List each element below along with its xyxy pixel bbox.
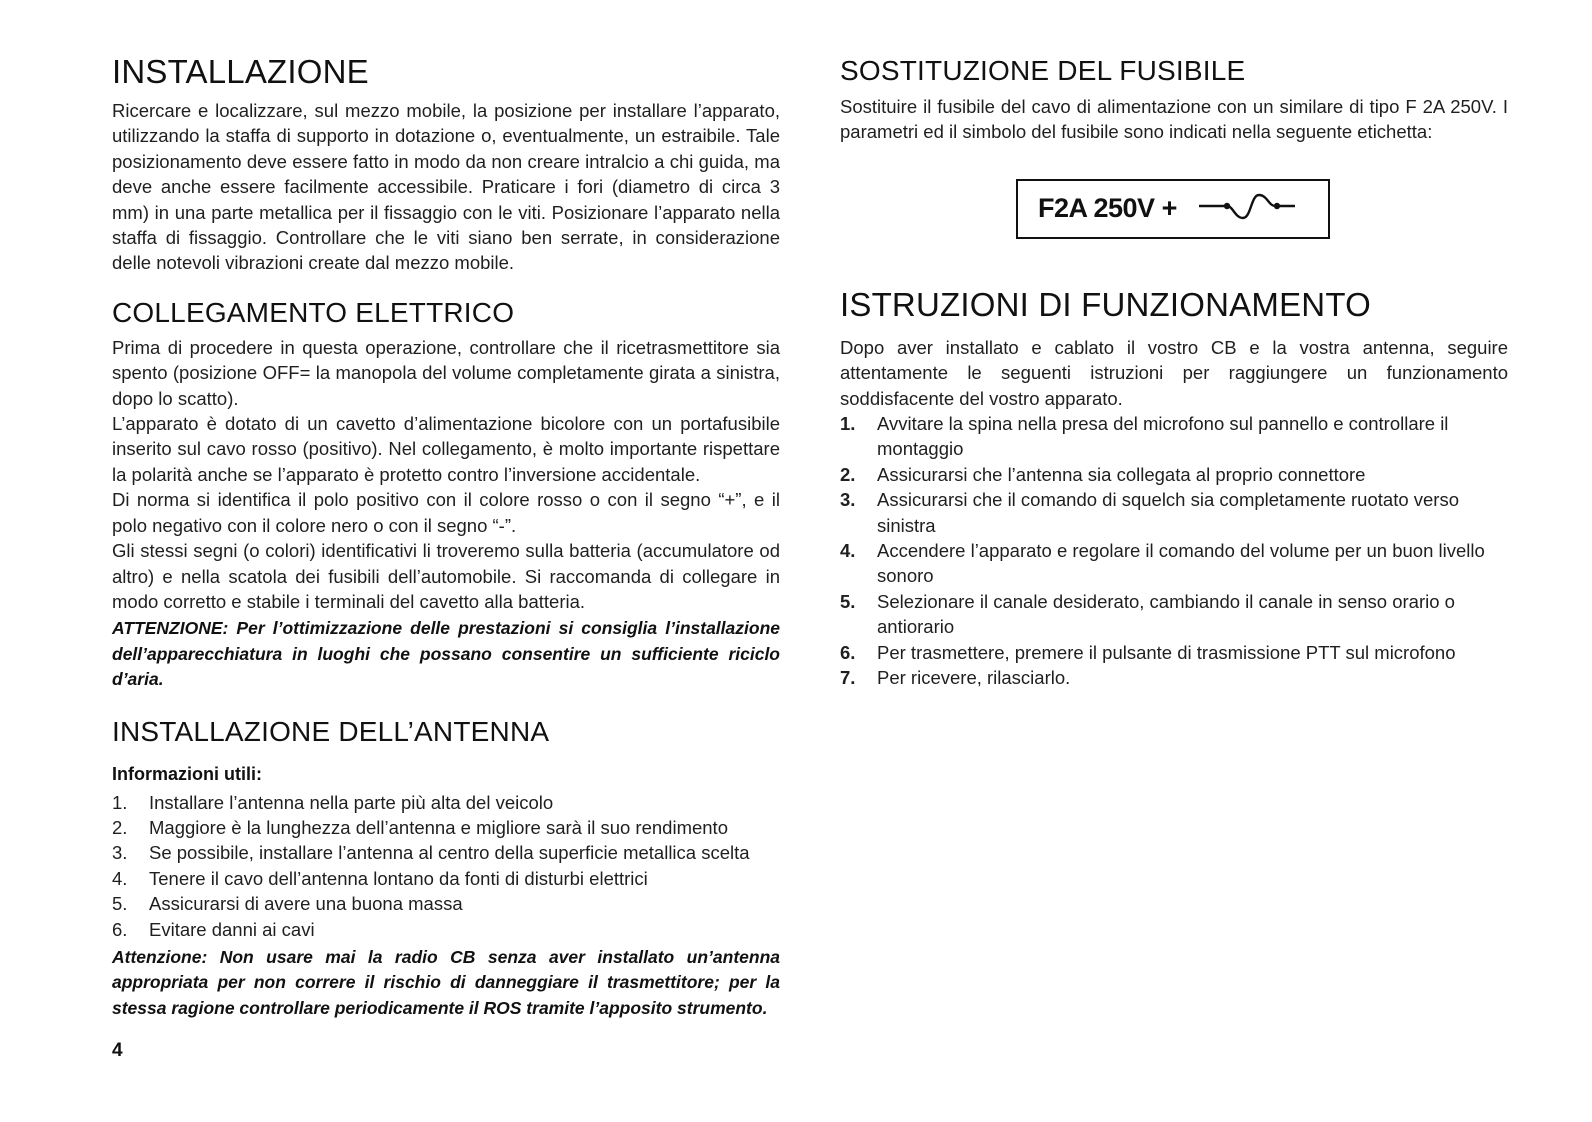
list-item-number: 1. — [112, 791, 128, 813]
list-item-number: 6. — [112, 918, 128, 940]
section-collegamento-elettrico — [112, 296, 780, 693]
list-item — [112, 866, 780, 891]
list-item-number: 7. — [840, 667, 856, 689]
fuse-label-box — [1016, 179, 1330, 239]
section-istruzioni-funzionamento — [840, 285, 1508, 691]
list-item-text: Per trasmettere, premere il pulsante di trasmissione PTT sul microfono — [877, 641, 1456, 663]
list-item-number: 3. — [840, 489, 856, 511]
list-item-text: Assicurarsi che l’antenna sia collegata al proprio connettore — [877, 463, 1366, 485]
istruzioni-body: Dopo aver installato e cablato il vostro CB e la vostra antenna, seguire attentamente le seguenti istruzioni per raggiungere un funzionamento soddisfacente del vostro apparato. — [840, 336, 1508, 409]
list-item-text: Maggiore è la lunghezza dell’antenna e migliore sarà il suo rendimento — [149, 816, 728, 838]
list-item-text: Se possibile, installare l’antenna al centro della superficie metallica scelta — [149, 842, 750, 864]
heading-installazione-antenna: INSTALLAZIONE DELL’ANTENNA — [112, 715, 550, 747]
list-item — [840, 665, 1508, 690]
collegamento-paragraph-3: Di norma si identifica il polo positivo con il colore rosso o con il segno “+”, e il polo negativo con il colore nero o con il segno “-”. — [112, 489, 780, 536]
list-item — [840, 640, 1508, 665]
list-item — [112, 815, 780, 840]
list-item — [840, 462, 1508, 487]
list-item-number: 4. — [112, 867, 128, 889]
list-item-number: 2. — [840, 463, 856, 485]
section-installazione — [112, 52, 780, 276]
list-item-text: Installare l’antenna nella parte più alta del veicolo — [149, 791, 554, 813]
list-item-text: Assicurarsi che il comando di squelch sia completamente ruotato verso sinistra — [877, 489, 1460, 536]
antenna-subtitle: Informazioni utili: — [112, 763, 262, 784]
list-item — [840, 411, 1508, 462]
right-column — [840, 52, 1508, 691]
list-item-text: Per ricevere, rilasciarlo. — [877, 667, 1071, 689]
list-item — [840, 538, 1508, 589]
collegamento-paragraph-1: Prima di procedere in questa operazione, controllare che il ricetrasmettitore sia spento (posizione OFF= la manopola del volume completamente girata a sinistra, dopo lo scatto). — [112, 336, 780, 409]
heading-installazione: INSTALLAZIONE — [112, 53, 369, 90]
heading-istruzioni-funzionamento: ISTRUZIONI DI FUNZIONAMENTO — [840, 285, 1371, 323]
list-item-text: Assicurarsi di avere una buona massa — [149, 893, 463, 915]
list-item-number: 2. — [112, 816, 128, 838]
list-item — [112, 891, 780, 916]
heading-collegamento-elettrico: COLLEGAMENTO ELETTRICO — [112, 296, 515, 328]
list-item — [112, 917, 780, 942]
antenna-tips-list — [112, 790, 780, 942]
left-column — [112, 52, 780, 1021]
list-item-text: Tenere il cavo dell’antenna lontano da fonti di disturbi elettrici — [149, 867, 648, 889]
list-item — [112, 790, 780, 815]
list-item-number: 5. — [840, 590, 856, 612]
section-installazione-antenna — [112, 715, 780, 1022]
page-number: 4 — [112, 1040, 123, 1061]
istruzioni-steps-list — [840, 411, 1508, 690]
section-sostituzione-fusibile — [840, 54, 1508, 239]
collegamento-paragraph-2: L’apparato è dotato di un cavetto d’alimentazione bicolore con un portafusibile inserito sul cavo rosso (positivo). Nel collegamento, è molto importante rispettare la polarità anche se l’apparato è protetto contro l’inversione accidentale. — [112, 413, 780, 485]
list-item-text: Avvitare la spina nella presa del microfono sul pannello e controllare il montaggio — [877, 413, 1449, 460]
list-item — [840, 589, 1508, 640]
list-item-number: 3. — [112, 842, 128, 864]
list-item-text: Evitare danni ai cavi — [149, 918, 315, 940]
heading-sostituzione-fusibile: SOSTITUZIONE DEL FUSIBILE — [840, 55, 1246, 86]
list-item-number: 5. — [112, 893, 128, 915]
antenna-warning: Attenzione: Non usare mai la radio CB senza aver installato un’antenna appropriata per non correre il rischio di danneggiare il trasmettitore; per la stessa ragione controllare periodicamente il ROS tramite l’apposito strumento. — [112, 946, 780, 1018]
list-item-number: 4. — [840, 540, 856, 562]
list-item-text: Accendere l’apparato e regolare il comando del volume per un buon livello sonoro — [877, 540, 1485, 587]
fuse-symbol-icon — [1197, 191, 1297, 226]
collegamento-paragraph-4: Gli stessi segni (o colori) identificativi li troveremo sulla batteria (accumulatore od altro) e nella scatola dei fusibili dell’automobile. Si raccomanda di collegare in modo corretto e stabile i terminali del cavetto alla batteria. — [112, 540, 780, 612]
fuse-label-text: F2A 250V + — [1038, 193, 1177, 224]
list-item-text: Selezionare il canale desiderato, cambiando il canale in senso orario o antiorario — [877, 590, 1455, 638]
list-item — [840, 487, 1508, 538]
collegamento-warning: ATTENZIONE: Per l’ottimizzazione delle prestazioni si consiglia l’installazione dell’apparecchiatura in luoghi che possano consentire un sufficiente riciclo d’aria. — [112, 618, 780, 690]
list-item-number: 1. — [840, 413, 856, 435]
fusibile-body: Sostituire il fusibile del cavo di alimentazione con un similare di tipo F 2A 250V. I parametri ed il simbolo del fusibile sono indicati nella seguente etichetta: — [840, 96, 1508, 143]
list-item-number: 6. — [840, 641, 856, 663]
list-item — [112, 840, 780, 865]
installazione-body: Ricercare e localizzare, sul mezzo mobile, la posizione per installare l’apparato, utilizzando la staffa di supporto in dotazione o, eventualmente, un estraibile. Tale posizionamento deve essere fatto in modo da non creare intralcio a chi guida, ma deve anche essere facilmente accessibile. Praticare i fori (diametro di circa 3 mm) in una parte metallica per il fissaggio con le viti. Posizionare l’apparato nella staffa di fissaggio. Controllare che le viti siano ben serrate, in considerazione delle notevoli vibrazioni create dal mezzo mobile. — [112, 100, 780, 274]
